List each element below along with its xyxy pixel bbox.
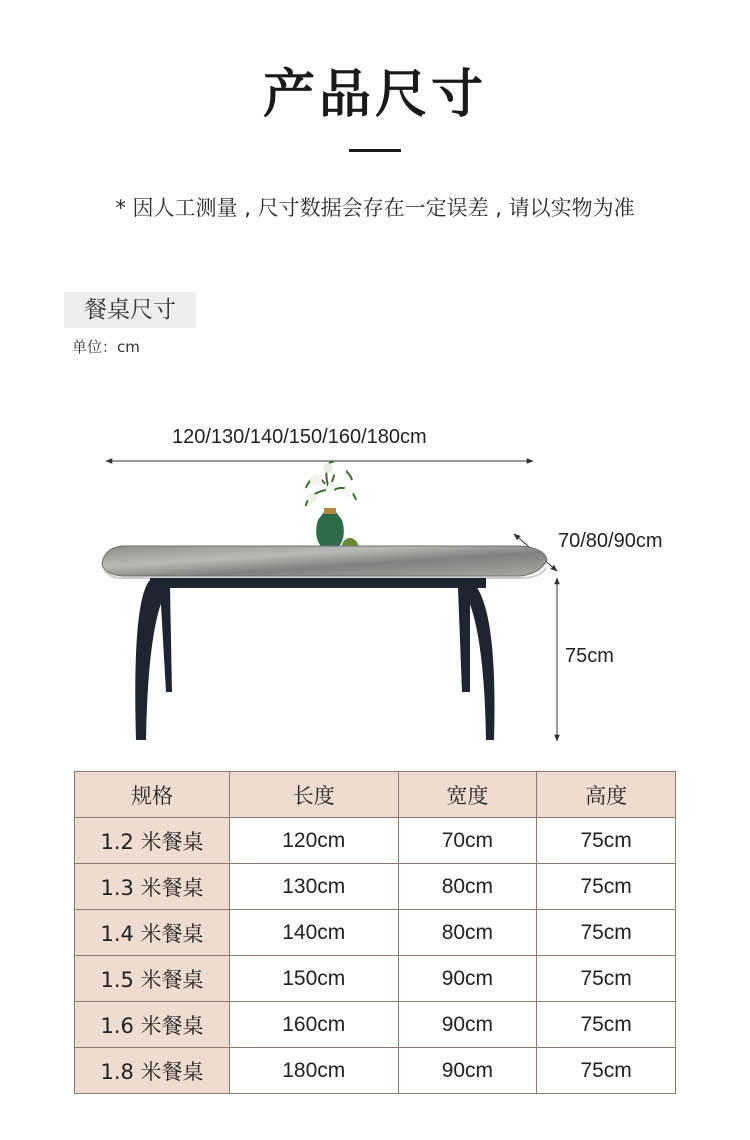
cell-height: 75cm: [537, 864, 676, 910]
page-title: 产品尺寸: [262, 65, 487, 125]
table-row: [75, 864, 676, 910]
leg-back-left: [160, 588, 172, 692]
section-tag: 餐桌尺寸: [64, 292, 196, 328]
table-row: [75, 1002, 676, 1048]
cell-width: 90cm: [398, 1002, 537, 1048]
tabletop: [102, 546, 547, 576]
cell-height: 75cm: [537, 910, 676, 956]
unit-label: 单位：cm: [72, 338, 140, 356]
header-length: 长度: [230, 772, 399, 818]
cell-height: 75cm: [537, 818, 676, 864]
width-label: 70/80/90cm: [558, 530, 663, 552]
cell-length: 180cm: [230, 1048, 399, 1094]
cell-spec: 1.6 米餐桌: [75, 1002, 230, 1048]
measurement-note: * 因人工测量 , 尺寸数据会存在一定误差 , 请以实物为准: [115, 196, 635, 220]
table-row: [75, 1048, 676, 1094]
cell-width: 80cm: [398, 864, 537, 910]
length-label: 120/130/140/150/160/180cm: [172, 426, 427, 448]
spec-table: [74, 771, 676, 1094]
header-height: 高度: [537, 772, 676, 818]
table-row: [75, 956, 676, 1002]
cell-width: 70cm: [398, 818, 537, 864]
height-label: 75cm: [565, 645, 614, 667]
header-spec: 规格: [75, 772, 230, 818]
cell-height: 75cm: [537, 956, 676, 1002]
table-row: [75, 818, 676, 864]
cell-spec: 1.8 米餐桌: [75, 1048, 230, 1094]
cell-width: 90cm: [398, 1048, 537, 1094]
cell-length: 140cm: [230, 910, 399, 956]
table-apron: [150, 578, 486, 588]
cell-spec: 1.5 米餐桌: [75, 956, 230, 1002]
cell-length: 120cm: [230, 818, 399, 864]
cell-height: 75cm: [537, 1048, 676, 1094]
cell-length: 130cm: [230, 864, 399, 910]
table-row: [75, 910, 676, 956]
cell-spec: 1.2 米餐桌: [75, 818, 230, 864]
cell-length: 160cm: [230, 1002, 399, 1048]
cell-height: 75cm: [537, 1002, 676, 1048]
header-width: 宽度: [398, 772, 537, 818]
cell-width: 80cm: [398, 910, 537, 956]
leg-back-right: [458, 588, 470, 692]
flower-vase: [306, 462, 358, 554]
cell-spec: 1.4 米餐桌: [75, 910, 230, 956]
cell-length: 150cm: [230, 956, 399, 1002]
cell-width: 90cm: [398, 956, 537, 1002]
table-header-row: [75, 772, 676, 818]
cell-spec: 1.3 米餐桌: [75, 864, 230, 910]
